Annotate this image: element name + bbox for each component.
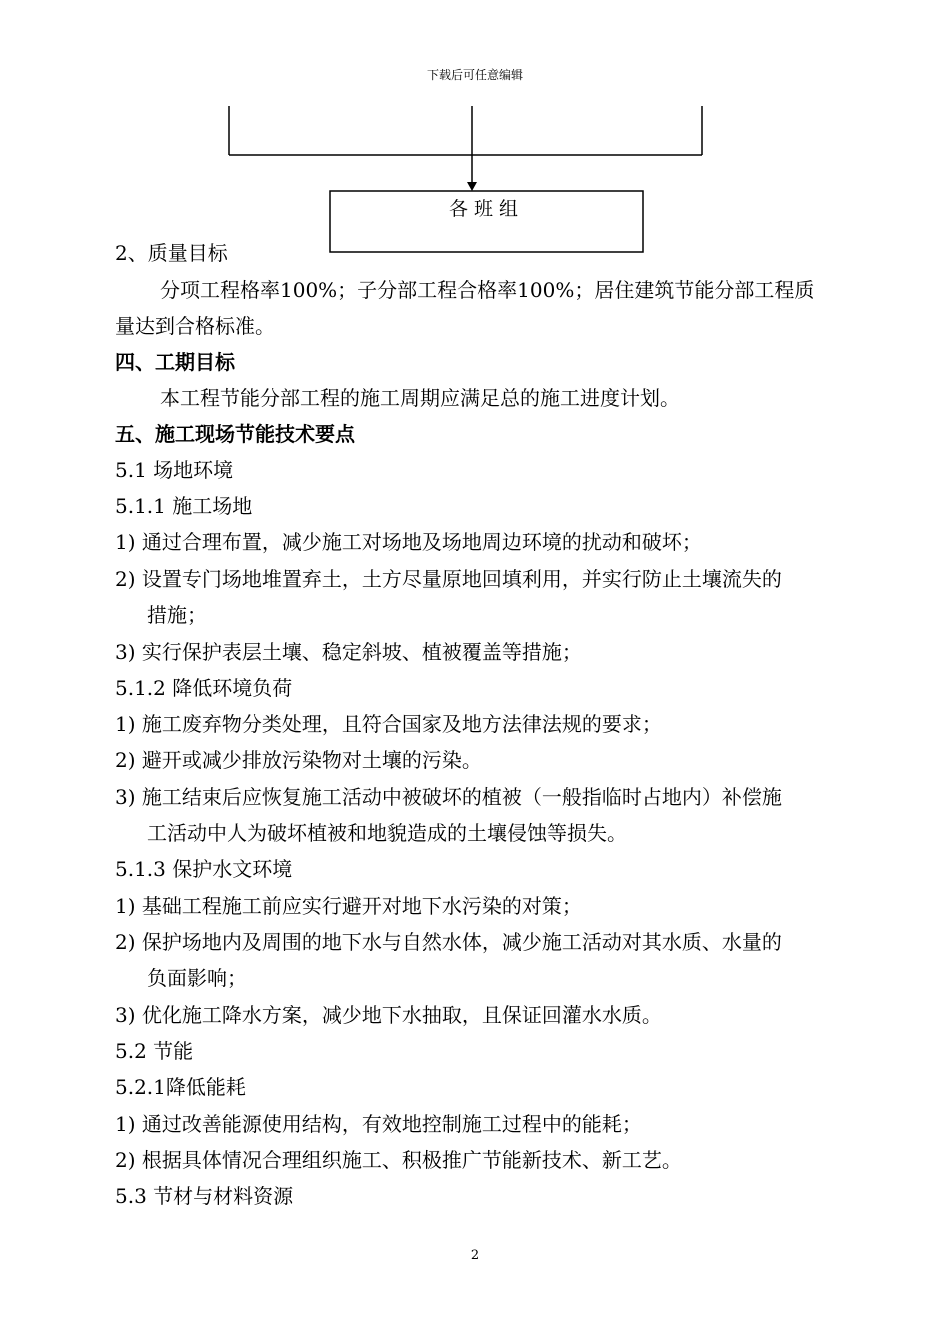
list-item: 3) 施工结束后应恢复施工活动中被破坏的植被（一般指临时占地内）补偿施 [115, 785, 782, 809]
list-item: 1) 通过改善能源使用结构，有效地控制施工过程中的能耗； [115, 1112, 642, 1136]
team-box-label: 各班组 [448, 198, 524, 220]
org-chart-connectors [0, 0, 950, 260]
list-item: 2) 设置专门场地堆置弃土，土方尽量原地回填利用，并实行防止土壤流失的 [115, 567, 782, 591]
arrow-head [467, 182, 477, 191]
list-item: 3) 优化施工降水方案，减少地下水抽取，且保证回灌水水质。 [115, 1003, 662, 1027]
list-item: 1) 基础工程施工前应实行避开对地下水污染的对策； [115, 894, 582, 918]
list-item: 2) 根据具体情况合理组织施工、积极推广节能新技术、新工艺。 [115, 1148, 682, 1172]
list-item-continuation: 措施； [147, 603, 207, 627]
section-5-1-2-heading: 5.1.2 降低环境负荷 [115, 676, 293, 700]
energy-tech-heading: 五、施工现场节能技术要点 [115, 422, 355, 446]
quality-paragraph-line1: 分项工程格率100%；子分部工程合格率100%；居住建筑节能分部工程质 [160, 278, 815, 302]
section-5-3-heading: 5.3 节材与材料资源 [115, 1184, 294, 1208]
section-5-1-3-heading: 5.1.3 保护水文环境 [115, 857, 293, 881]
section-5-2-heading: 5.2 节能 [115, 1039, 194, 1063]
section-5-1-heading: 5.1 场地环境 [115, 458, 234, 482]
schedule-paragraph: 本工程节能分部工程的施工周期应满足总的施工进度计划。 [160, 386, 680, 410]
list-item: 3) 实行保护表层土壤、稳定斜坡、植被覆盖等措施； [115, 640, 582, 664]
schedule-heading: 四、工期目标 [115, 350, 235, 374]
quality-heading: 2、质量目标 [115, 241, 228, 265]
list-item: 2) 保护场地内及周围的地下水与自然水体，减少施工活动对其水质、水量的 [115, 930, 782, 954]
list-item-continuation: 工活动中人为破坏植被和地貌造成的土壤侵蚀等损失。 [147, 821, 627, 845]
page-number: 2 [470, 1248, 480, 1263]
page-header-note: 下载后可任意编辑 [426, 68, 523, 82]
list-item: 1) 通过合理布置，减少施工对场地及场地周边环境的扰动和破坏； [115, 530, 702, 554]
list-item: 2) 避开或减少排放污染物对土壤的污染。 [115, 748, 482, 772]
section-5-1-1-heading: 5.1.1 施工场地 [115, 494, 253, 518]
quality-paragraph-line2: 量达到合格标准。 [115, 314, 275, 338]
section-5-2-1-heading: 5.2.1降低能耗 [115, 1075, 246, 1099]
list-item-continuation: 负面影响； [147, 966, 247, 990]
list-item: 1) 施工废弃物分类处理，且符合国家及地方法律法规的要求； [115, 712, 662, 736]
